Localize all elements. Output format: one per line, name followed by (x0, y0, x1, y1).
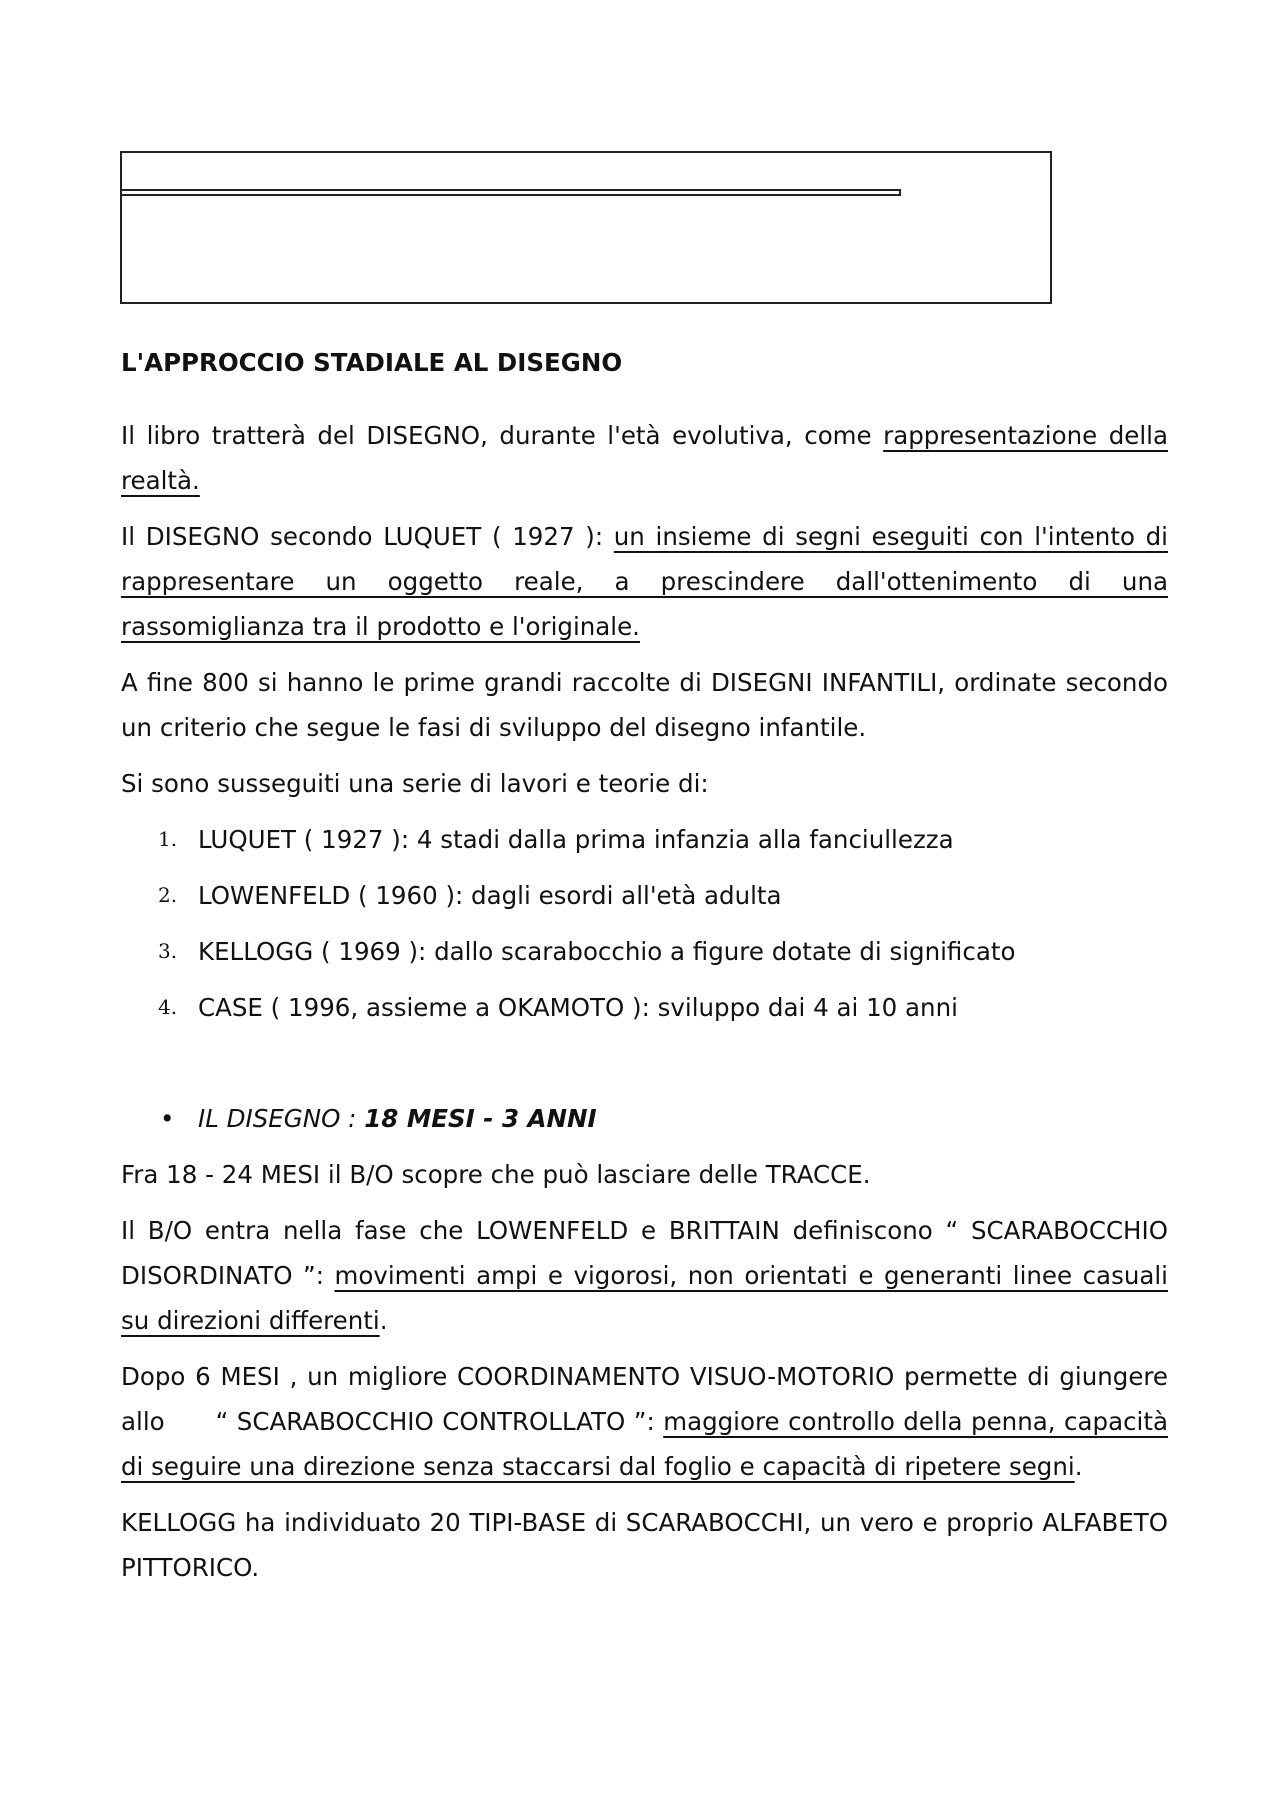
bullet-icon: • (160, 1104, 175, 1133)
header-rule (122, 189, 901, 196)
paragraph-definition (121, 514, 1168, 649)
paragraph-text: Dopo 6 MESI , un migliore COORDINAMENTO VISUO-MOTORIO permette di giungere allo “ SCARABOCCHIO CONTROLLATO ”: (121, 1362, 1176, 1436)
document-body (121, 340, 1176, 1601)
list-item (121, 929, 1168, 974)
paragraph-intro (121, 413, 1168, 503)
paragraph-text: Il DISEGNO secondo LUQUET ( 1927 ): (121, 522, 614, 551)
paragraph-text: Il libro tratterà del DISEGNO, durante l'età evolutiva, come (121, 421, 884, 450)
paragraph-theories-intro: Si sono susseguiti una serie di lavori e teorie di: (121, 769, 709, 798)
underlined-text: rappresentazione della realtà. (121, 421, 1168, 495)
paragraph-text: . (1074, 1452, 1083, 1481)
paragraph-kellogg: KELLOGG ha individuato 20 TIPI-BASE di SCARABOCCHI, un vero e proprio ALFABETO PITTORICO. (121, 1508, 1168, 1582)
header-frame (120, 151, 1052, 304)
subsection-label: IL DISEGNO : (198, 1104, 365, 1133)
paragraph-text: Il B/O entra nella fase che LOWENFELD e BRITTAIN definiscono “ SCARABOCCHIO DISORDINATO ”: (121, 1216, 1168, 1290)
list-item (121, 817, 1168, 862)
list-item-text: LUQUET ( 1927 ): 4 stadi dalla prima infanzia alla fanciullezza (198, 825, 954, 854)
paragraph-disordered-scribble (121, 1208, 1168, 1343)
list-number: 2. (158, 883, 178, 907)
list-number: 4. (158, 995, 178, 1019)
paragraph-text: . (379, 1306, 388, 1335)
underlined-text: movimenti ampi e vigorosi, non orientati e generanti linee casuali su direzioni differenti (121, 1261, 1168, 1335)
list-item-text: LOWENFELD ( 1960 ): dagli esordi all'età adulta (198, 881, 782, 910)
list-number: 1. (158, 827, 178, 851)
list-item-text: KELLOGG ( 1969 ): dallo scarabocchio a figure dotate di significato (198, 937, 1016, 966)
underlined-text: maggiore controllo della penna, capacità di seguire una direzione senza staccarsi dal foglio e capacità di ripetere segni (121, 1407, 1168, 1481)
theories-list (121, 817, 1168, 1030)
paragraph-collections: A fine 800 si hanno le prime grandi raccolte di DISEGNI INFANTILI, ordinate secondo un criterio che segue le fasi di sviluppo del disegno infantile. (121, 668, 1168, 742)
underlined-text: un insieme di segni eseguiti con l'intento di rappresentare un oggetto reale, a prescindere dall'ottenimento di una rassomiglianza tra il prodotto e l'originale. (121, 522, 1168, 641)
subsection-heading (121, 1096, 1168, 1141)
paragraph-controlled-scribble (121, 1354, 1176, 1489)
list-number: 3. (158, 939, 178, 963)
list-item-text: CASE ( 1996, assieme a OKAMOTO ): sviluppo dai 4 ai 10 anni (198, 993, 958, 1022)
paragraph-traces: Fra 18 - 24 MESI il B/O scopre che può lasciare delle TRACCE. (121, 1160, 871, 1189)
subsection-age-range: 18 MESI - 3 ANNI (364, 1104, 597, 1133)
list-item (121, 873, 1168, 918)
section-heading: L'APPROCCIO STADIALE AL DISEGNO (121, 348, 623, 377)
list-item (121, 985, 1168, 1030)
